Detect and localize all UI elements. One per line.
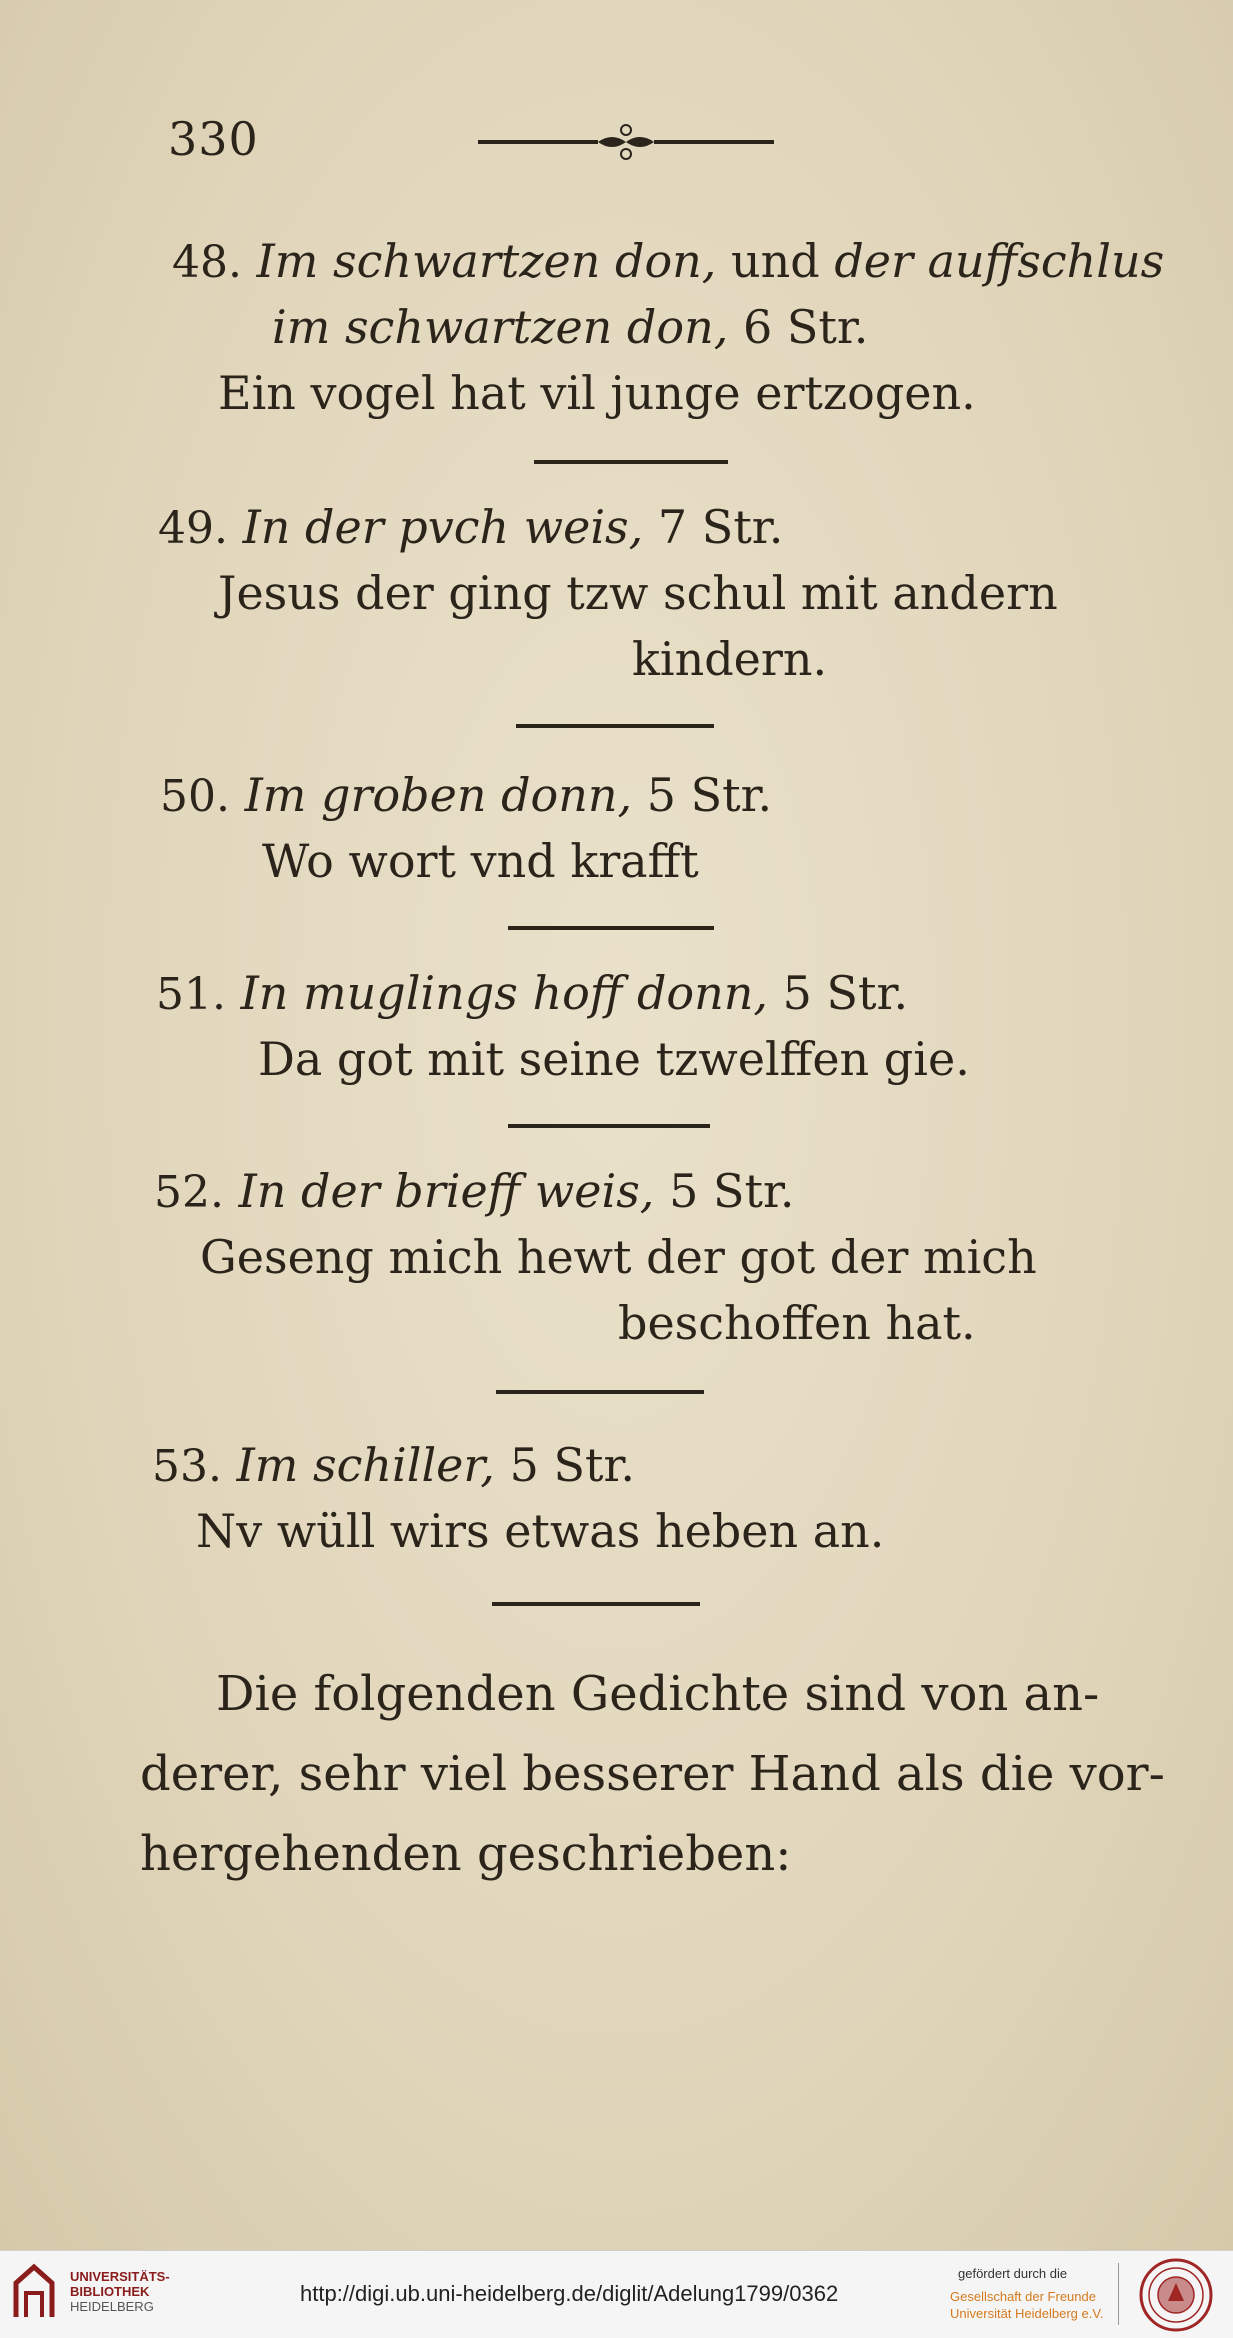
strophe-count: 5 Str. (669, 1164, 795, 1218)
digitization-footer (0, 2250, 1233, 2338)
closing-paragraph-line-3: hergehenden geschrieben: (140, 1826, 792, 1882)
footer-divider (1118, 2263, 1119, 2325)
library-name-line-1: UNIVERSITÄTS- (70, 2269, 170, 2284)
library-name-line-3: HEIDELBERG (70, 2299, 154, 2314)
entry-49-first-line: Jesus der ging tzw schul mit andern (218, 566, 1058, 620)
entry-number: 48. (172, 237, 242, 288)
library-name-line-2: BIBLIOTHEK (70, 2284, 150, 2299)
page-number: 330 (168, 112, 259, 166)
entry-50-title (160, 768, 772, 822)
entry-50-first-line: Wo wort vnd krafft (262, 834, 699, 888)
entry-53-first-line: Nv wüll wirs etwas heben an. (196, 1504, 885, 1558)
entry-49-first-line-cont: kindern. (632, 632, 828, 686)
melody-name: In der brieff weis, (238, 1164, 655, 1218)
joiner-word: und (731, 234, 820, 288)
melody-name: Im schwartzen don, (256, 234, 717, 288)
permalink-url[interactable]: http://digi.ub.uni-heidelberg.de/diglit/Adelung1799/0362 (300, 2281, 839, 2306)
sponsor-name-line-1: Gesellschaft der Freunde (950, 2289, 1096, 2304)
melody-name: Im groben donn, (244, 768, 633, 822)
strophe-count: 5 Str. (646, 768, 773, 822)
melody-name: In der pvch weis, (242, 500, 644, 554)
entry-51-title (156, 966, 908, 1020)
divider-rule (534, 460, 728, 464)
entry-52-title (154, 1164, 795, 1218)
strophe-count: 5 Str. (782, 966, 909, 1020)
strophe-count: 7 Str. (657, 500, 784, 554)
sponsor-intro: gefördert durch die (958, 2266, 1068, 2281)
entry-number: 51. (156, 969, 226, 1020)
divider-rule (496, 1390, 704, 1394)
divider-rule (492, 1602, 700, 1606)
entry-number: 52. (154, 1167, 224, 1218)
entry-48-first-line: Ein vogel hat vil junge ertzogen. (218, 366, 976, 420)
closing-paragraph-line-2: derer, sehr viel besserer Hand als die vor- (140, 1746, 1165, 1802)
closing-paragraph-line-1: Die folgenden Gedichte sind von an- (216, 1666, 1100, 1722)
melody-name-2: der auffschlus (834, 234, 1165, 288)
entry-number: 49. (158, 503, 228, 554)
entry-number: 53. (152, 1441, 222, 1492)
library-name (70, 2269, 170, 2314)
strophe-count: 5 Str. (509, 1438, 636, 1492)
entry-49-title (158, 500, 783, 554)
entry-number: 50. (160, 771, 230, 822)
divider-rule (508, 926, 714, 930)
library-logo-icon (12, 2263, 56, 2321)
entry-48-title (172, 234, 1164, 288)
header-ornament (478, 122, 774, 162)
university-seal-icon (1138, 2257, 1214, 2333)
entry-53-title (152, 1438, 635, 1492)
strophe-count: 6 Str. (742, 300, 869, 354)
divider-rule (516, 724, 714, 728)
entry-52-first-line-cont: beschoffen hat. (618, 1296, 976, 1350)
melody-name: Im schiller, (236, 1438, 495, 1492)
melody-name-cont: im schwartzen don, (272, 300, 729, 354)
entry-51-first-line: Da got mit seine tzwelffen gie. (258, 1032, 970, 1086)
divider-rule (508, 1124, 710, 1128)
sponsor-name-line-2: Universität Heidelberg e.V. (950, 2306, 1104, 2321)
entry-48-title-cont (272, 300, 868, 354)
melody-name: In muglings hoff donn, (240, 966, 768, 1020)
entry-52-first-line: Geseng mich hewt der got der mich (200, 1230, 1037, 1284)
sponsor-credit (950, 2265, 1103, 2322)
